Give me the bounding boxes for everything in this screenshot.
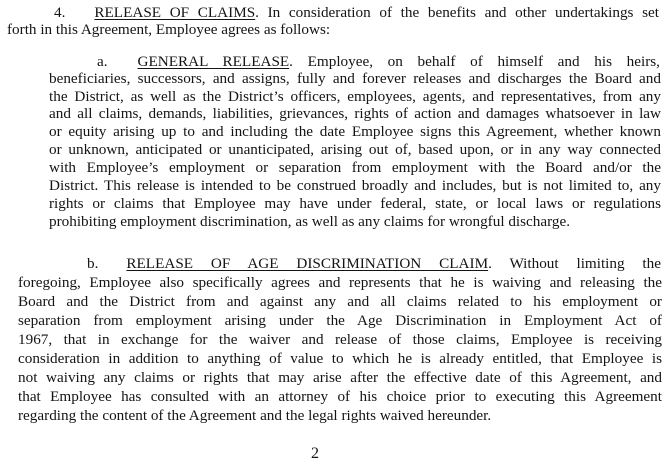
paragraph-text-line: foregoing, Employee also specifically agrees and represents that he is waiving and releasing the: [18, 274, 662, 291]
section-number: 4.: [54, 4, 66, 21]
paragraph-text-line: rights or claims that Employee may have under federal, state, or local laws or regulations: [49, 195, 661, 212]
paragraph-text-line: or equity arising up to and including the date Employee signs this Agreement, whether known: [49, 123, 661, 140]
paragraph-text-line: the District, as well as the District’s officers, employees, agents, and representatives, from any: [49, 88, 661, 105]
paragraph-marker: b.: [87, 255, 99, 272]
age-release-heading: RELEASE OF AGE DISCRIMINATION CLAIM: [126, 255, 489, 272]
paragraph-text-line: consideration in addition to anything of value to which he is already entitled, that Employee is: [18, 350, 662, 367]
paragraph-text-line: 1967, that in exchange for the waiver and release of those claims, Employee is receiving: [18, 331, 662, 348]
general-release-heading: GENERAL RELEASE: [137, 53, 290, 70]
section-text-line: . In consideration of the benefits and other undertakings set: [255, 4, 659, 21]
page-number: 2: [311, 445, 319, 462]
paragraph-text-line: prohibiting employment discrimination, as well as any claims for wrongful discharge.: [49, 213, 571, 230]
age-release-heading-line: [87, 255, 661, 273]
paragraph-text-line: separation from employment arising under the Age Discrimination in Employment Act of: [18, 312, 662, 329]
paragraph-text-line: with Employee’s employment or separation from employment with the Board and/or the: [49, 159, 661, 176]
paragraph-text-line: . Employee, on behalf of himself and his heirs,: [289, 53, 660, 70]
paragraph-text-line: . Without limiting the: [488, 255, 661, 272]
paragraph-text-line: Board and the District from and against any and all claims related to his employment or: [18, 293, 662, 310]
paragraph-text-line: beneficiaries, successors, and assigns, fully and forever releases and discharges the Board and: [49, 70, 661, 87]
paragraph-text-line: that Employee has consulted with an attorney of his choice prior to executing this Agreement: [18, 388, 662, 405]
general-release-heading-line: [97, 53, 660, 71]
paragraph-marker: a.: [97, 53, 108, 70]
paragraph-text-line: District. This release is intended to be construed broadly and includes, but is not limited to, any: [49, 177, 661, 194]
section-text-line: forth in this Agreement, Employee agrees as follows:: [7, 21, 331, 38]
section-heading: RELEASE OF CLAIMS: [94, 4, 256, 21]
section-4-heading-line: [54, 4, 659, 22]
paragraph-text-line: and all claims, demands, liabilities, grievances, rights of action and damages whatsoever in law: [49, 105, 661, 122]
paragraph-text-line: regarding the content of the Agreement and the legal rights waived hereunder.: [18, 407, 492, 424]
paragraph-text-line: not waiving any claims or rights that may arise after the effective date of this Agreement, and: [18, 369, 662, 386]
paragraph-text-line: or unknown, anticipated or unanticipated, arising out of, based upon, or in any way connected: [49, 141, 661, 158]
